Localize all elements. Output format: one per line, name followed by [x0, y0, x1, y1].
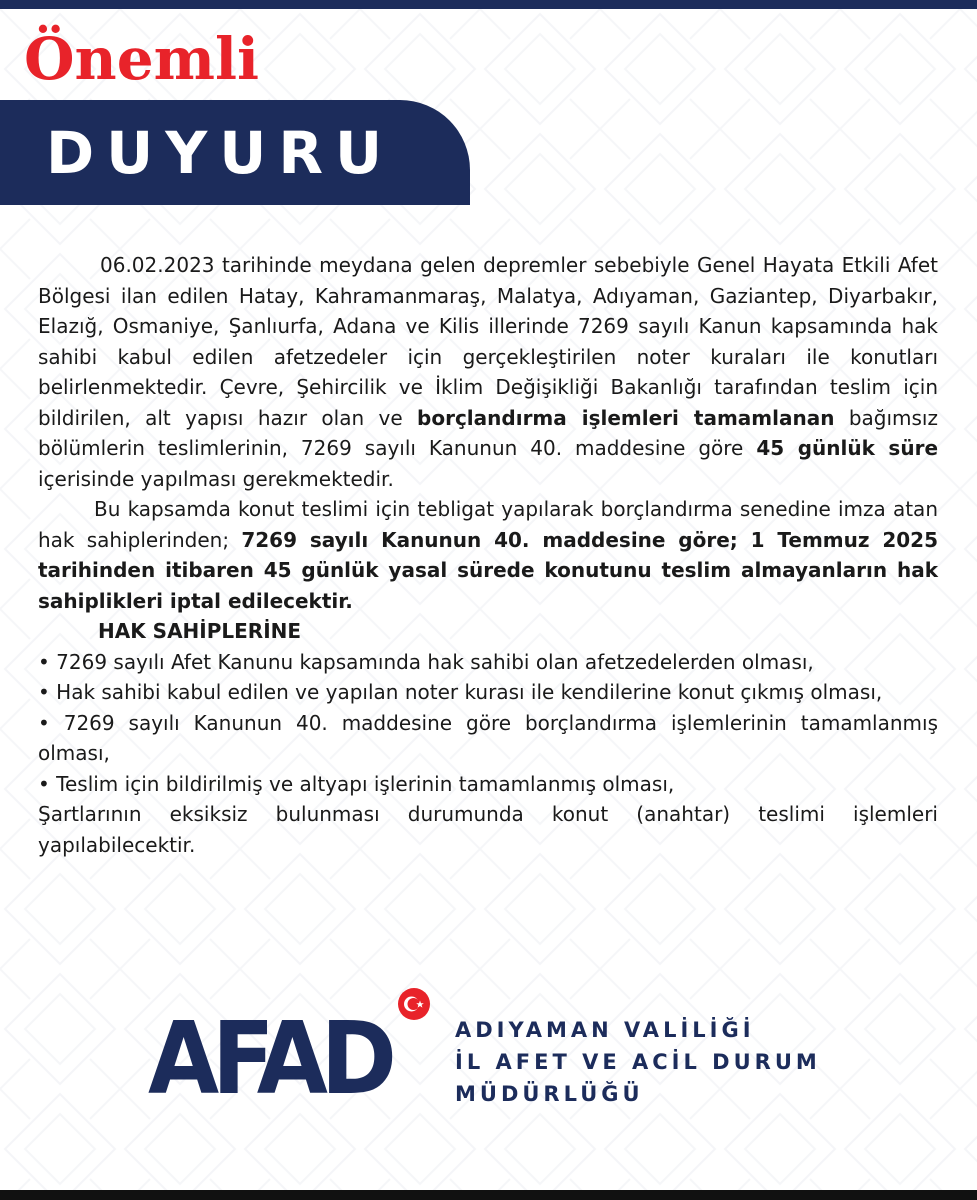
paragraph-1-bold-2: 45 günlük süre — [756, 436, 939, 460]
paragraph-1-text-a: 06.02.2023 tarihinde meydana gelen depremler sebebiyle Genel Hayata Etkili Afet Bölgesi ilan edilen Hatay, Kahramanmaraş, Malatya, Adıyaman, Gaziantep, Diyarbakır, Elazığ, Osmaniye, Şanlıurfa, Adana ve Kilis illerinde 7269 sayılı Kanun kapsamında hak sahibi kabul edilen afetzedeler için gerçekleştirilen noter kuraları ile konutları belirlenmektedir. Çevre, Şehircilik ve İklim Değişikliği Bakanlığı tarafından teslim için bildirilen, alt yapısı hazır olan ve — [38, 253, 938, 430]
bottom-border — [0, 1190, 977, 1200]
paragraph-1-text-c: içerisinde yapılması gerekmektedir. — [38, 466, 394, 491]
paragraph-2-text: Bu kapsamda konut teslimi için tebligat yapılarak borçlandırma senedine imza atan hak sahiplerinden; — [38, 497, 938, 552]
top-border — [0, 0, 977, 9]
requirements-closing: Şartlarının eksiksiz bulunması durumunda konut (anahtar) teslimi işlemleri yapılabilecektir. — [38, 802, 938, 857]
requirement-item-4: • Teslim için bildirilmiş ve altyapı işlerinin tamamlanmış olması, — [38, 771, 675, 796]
announcement-body — [38, 250, 938, 860]
office-line-3: MÜDÜRLÜĞÜ — [455, 1082, 644, 1106]
requirement-item-3: • 7269 sayılı Kanunun 40. maddesine göre borçlandırma işlemlerinin tamamlanmış olması, — [38, 710, 938, 765]
requirement-item-2: • Hak sahibi kabul edilen ve yapılan noter kurası ile kendilerine konut çıkmış olması, — [38, 680, 883, 704]
paragraph-1-text-b: bağımsız bölümlerin teslimlerinin, 7269 sayılı Kanunun 40. maddesine göre — [38, 405, 938, 460]
requirements-heading: HAK SAHİPLERİNE — [98, 619, 302, 643]
announcement-title: DUYURU — [46, 119, 395, 187]
paragraph-2 — [38, 494, 938, 616]
paragraph-1 — [38, 250, 938, 494]
paragraph-1-bold-1: borçlandırma işlemleri tamamlanan — [417, 405, 835, 430]
important-title: Önemli — [24, 25, 260, 93]
office-line-2: İL AFET VE ACİL DURUM — [455, 1050, 821, 1074]
paragraph-2-bold: 7269 sayılı Kanunun 40. maddesine göre; 1 Temmuz 2025 tarihinden itibaren 45 günlük yasal sürede konutunu teslim almayanların hak sahiplikleri iptal edilecektir. — [38, 527, 939, 613]
turkish-flag-icon — [397, 987, 431, 1021]
requirement-item-1: • 7269 sayılı Afet Kanunu kapsamında hak sahibi olan afetzedelerden olması, — [38, 649, 814, 674]
afad-logo-text: AFAD — [148, 1000, 390, 1117]
office-name-block — [455, 1014, 895, 1110]
office-line-1: ADIYAMAN VALİLİĞİ — [455, 1018, 755, 1042]
